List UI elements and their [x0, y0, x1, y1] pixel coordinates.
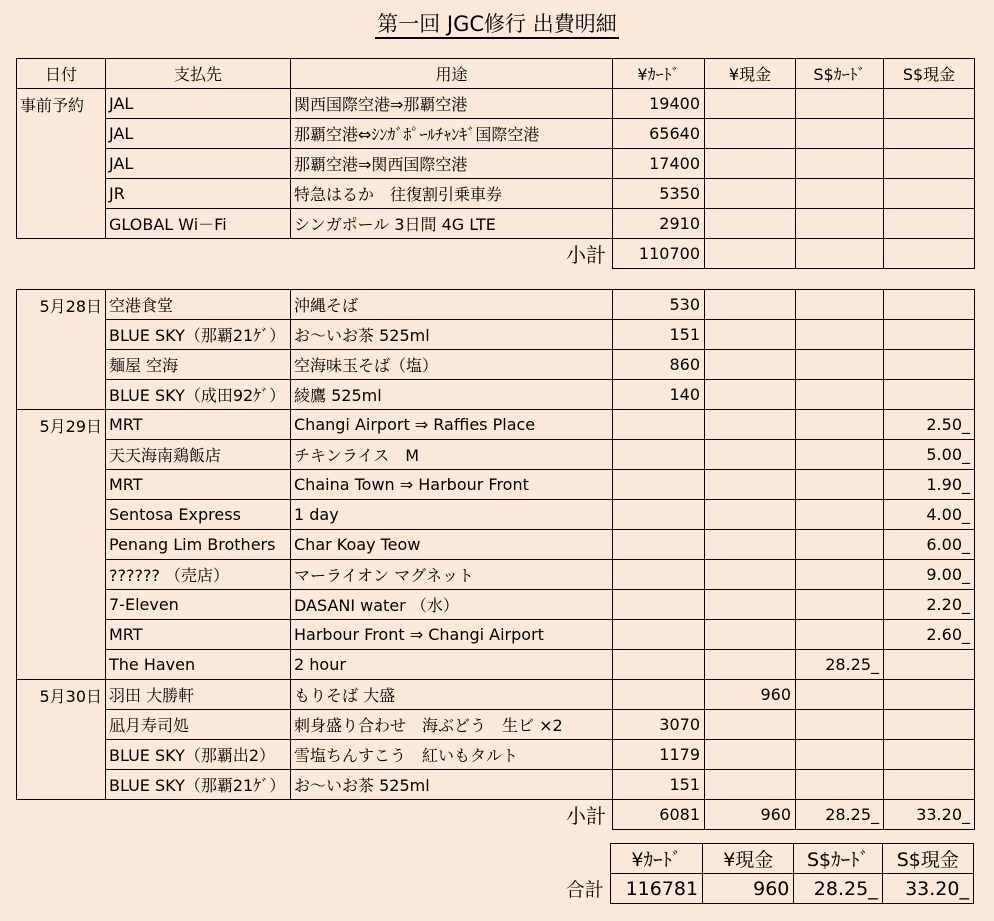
sgd-card-cell: [796, 620, 884, 650]
purpose-cell: Changi Airport ⇒ Raffies Place: [291, 410, 613, 440]
table-row: [17, 710, 975, 740]
expenses-table-1: [16, 58, 975, 269]
yen-card-cell: 65640: [613, 119, 705, 149]
yen-card-cell: [613, 620, 705, 650]
yen-cash-cell: [705, 320, 796, 350]
yen-cash-cell: [705, 179, 796, 209]
yen-card-cell: [613, 650, 705, 680]
date-cell: 5月30日: [17, 680, 106, 800]
column-header: ¥ｶｰﾄﾞ: [613, 59, 705, 89]
sgd-card-cell: [796, 179, 884, 209]
sgd-card-cell: [796, 209, 884, 239]
table-row: [17, 680, 975, 710]
sgd-cash-cell: 9.00_: [884, 560, 975, 590]
sgd-cash-cell: [884, 380, 975, 410]
sgd-cash-cell: 2.50_: [884, 410, 975, 440]
total-yen-card: 116781: [610, 874, 702, 904]
table-row: [17, 380, 975, 410]
table-row: [17, 440, 975, 470]
subtotal-yen-cash: 960: [705, 800, 796, 830]
purpose-cell: Harbour Front ⇒ Changi Airport: [291, 620, 613, 650]
yen-cash-cell: 960: [705, 680, 796, 710]
yen-card-cell: 151: [613, 320, 705, 350]
yen-card-cell: 1179: [613, 740, 705, 770]
sgd-card-cell: [796, 590, 884, 620]
column-header: 日付: [17, 59, 106, 89]
purpose-cell: 那覇空港⇔ｼﾝｶﾞﾎﾟｰﾙﾁｬﾝｷﾞ国際空港: [291, 119, 613, 149]
sgd-cash-cell: [884, 650, 975, 680]
yen-card-cell: 3070: [613, 710, 705, 740]
yen-cash-cell: [705, 410, 796, 440]
yen-card-cell: [613, 440, 705, 470]
sgd-card-cell: [796, 320, 884, 350]
payee-cell: BLUE SKY（那覇21ｹﾞ）: [106, 770, 291, 800]
yen-cash-cell: [705, 119, 796, 149]
yen-cash-cell: [705, 560, 796, 590]
table-row: [17, 179, 975, 209]
total-label: 合計: [565, 879, 604, 901]
sgd-cash-cell: 4.00_: [884, 500, 975, 530]
payee-cell: 凪月寿司処: [106, 710, 291, 740]
date-cell: 5月29日: [17, 410, 106, 680]
purpose-cell: マーライオン マグネット: [291, 560, 613, 590]
purpose-cell: 特急はるか 往復割引乗車券: [291, 179, 613, 209]
yen-cash-cell: [705, 380, 796, 410]
table-row: [17, 410, 975, 440]
sgd-card-cell: [796, 710, 884, 740]
payee-cell: BLUE SKY（那覇出2）: [106, 740, 291, 770]
purpose-cell: 綾鷹 525ml: [291, 380, 613, 410]
table-row: [17, 119, 975, 149]
sgd-card-cell: [796, 470, 884, 500]
purpose-cell: シンガポール 3日間 4G LTE: [291, 209, 613, 239]
total-column-header: S$ｶｰﾄﾞ: [794, 844, 882, 874]
sgd-card-cell: [796, 119, 884, 149]
table-row: [17, 320, 975, 350]
payee-cell: JAL: [106, 149, 291, 179]
table-row: [17, 560, 975, 590]
subtotal-yen-cash: [705, 239, 796, 269]
table-row: [17, 530, 975, 560]
sgd-card-cell: [796, 410, 884, 440]
yen-card-cell: [613, 530, 705, 560]
subtotal-row: [17, 800, 975, 830]
yen-card-cell: 530: [613, 290, 705, 320]
table-row: [17, 650, 975, 680]
sgd-card-cell: [796, 500, 884, 530]
purpose-cell: 関西国際空港⇒那覇空港: [291, 89, 613, 119]
yen-card-cell: 140: [613, 380, 705, 410]
payee-cell: The Haven: [106, 650, 291, 680]
subtotal-yen-card: 110700: [613, 239, 705, 269]
sgd-cash-cell: [884, 350, 975, 380]
sgd-card-cell: [796, 530, 884, 560]
grand-total-table: [518, 843, 974, 904]
table-row: [17, 290, 975, 320]
payee-cell: JR: [106, 179, 291, 209]
sgd-card-cell: 28.25_: [796, 650, 884, 680]
sgd-cash-cell: 1.90_: [884, 470, 975, 500]
yen-card-cell: 19400: [613, 89, 705, 119]
sgd-card-cell: [796, 89, 884, 119]
date-cell: 5月28日: [17, 290, 106, 410]
column-header: 用途: [291, 59, 613, 89]
sgd-card-cell: [796, 380, 884, 410]
subtotal-label: 小計: [566, 243, 606, 268]
purpose-cell: お～いお茶 525ml: [291, 770, 613, 800]
table-row: [17, 350, 975, 380]
sgd-card-cell: [796, 770, 884, 800]
column-header: 支払先: [106, 59, 291, 89]
yen-card-cell: 5350: [613, 179, 705, 209]
payee-cell: JAL: [106, 119, 291, 149]
purpose-cell: Char Koay Teow: [291, 530, 613, 560]
subtotal-sgd-cash: [884, 239, 975, 269]
yen-card-cell: [613, 410, 705, 440]
total-sgd-card: 28.25_: [794, 874, 882, 904]
column-header: S$ｶｰﾄﾞ: [796, 59, 884, 89]
yen-cash-cell: [705, 350, 796, 380]
sgd-card-cell: [796, 740, 884, 770]
purpose-cell: 刺身盛り合わせ 海ぶどう 生ビ ×2: [291, 710, 613, 740]
sgd-card-cell: [796, 440, 884, 470]
purpose-cell: Chaina Town ⇒ Harbour Front: [291, 470, 613, 500]
sgd-cash-cell: [884, 680, 975, 710]
payee-cell: ?????? （売店）: [106, 560, 291, 590]
subtotal-sgd-card: 28.25_: [796, 800, 884, 830]
header-row: [17, 59, 975, 89]
payee-cell: MRT: [106, 470, 291, 500]
yen-cash-cell: [705, 530, 796, 560]
yen-card-cell: 17400: [613, 149, 705, 179]
sgd-cash-cell: [884, 290, 975, 320]
payee-cell: BLUE SKY（成田92ｹﾞ）: [106, 380, 291, 410]
subtotal-sgd-cash: 33.20_: [884, 800, 975, 830]
sgd-cash-cell: 2.20_: [884, 590, 975, 620]
yen-cash-cell: [705, 149, 796, 179]
yen-card-cell: 151: [613, 770, 705, 800]
table-row: [17, 470, 975, 500]
sgd-cash-cell: 6.00_: [884, 530, 975, 560]
sgd-cash-cell: 5.00_: [884, 440, 975, 470]
sgd-card-cell: [796, 149, 884, 179]
sheet-title: 第一回 JGC修行 出費明細: [0, 8, 994, 38]
sgd-card-cell: [796, 350, 884, 380]
payee-cell: 天天海南鶏飯店: [106, 440, 291, 470]
subtotal-label: 小計: [566, 804, 606, 829]
payee-cell: 空港食堂: [106, 290, 291, 320]
table-row: [17, 209, 975, 239]
sgd-cash-cell: [884, 740, 975, 770]
payee-cell: 麺屋 空海: [106, 350, 291, 380]
payee-cell: BLUE SKY（那覇21ｹﾞ）: [106, 320, 291, 350]
yen-card-cell: 860: [613, 350, 705, 380]
purpose-cell: 1 day: [291, 500, 613, 530]
sgd-cash-cell: [884, 770, 975, 800]
payee-cell: MRT: [106, 620, 291, 650]
total-sgd-cash: 33.20_: [882, 874, 973, 904]
sgd-cash-cell: [884, 320, 975, 350]
table-row: [17, 770, 975, 800]
column-header: ¥現金: [705, 59, 796, 89]
payee-cell: JAL: [106, 89, 291, 119]
yen-card-cell: [613, 560, 705, 590]
payee-cell: GLOBAL Wi－Fi: [106, 209, 291, 239]
sgd-card-cell: [796, 680, 884, 710]
purpose-cell: もりそば 大盛: [291, 680, 613, 710]
yen-cash-cell: [705, 500, 796, 530]
sgd-card-cell: [796, 560, 884, 590]
yen-card-cell: [613, 680, 705, 710]
table-row: [17, 149, 975, 179]
payee-cell: 7-Eleven: [106, 590, 291, 620]
yen-cash-cell: [705, 209, 796, 239]
purpose-cell: 沖縄そば: [291, 290, 613, 320]
yen-cash-cell: [705, 770, 796, 800]
payee-cell: Sentosa Express: [106, 500, 291, 530]
payee-cell: MRT: [106, 410, 291, 440]
total-yen-cash: 960: [703, 874, 794, 904]
total-row: [518, 874, 974, 904]
yen-card-cell: [613, 590, 705, 620]
sgd-cash-cell: 2.60_: [884, 620, 975, 650]
sgd-cash-cell: [884, 710, 975, 740]
purpose-cell: 2 hour: [291, 650, 613, 680]
yen-cash-cell: [705, 440, 796, 470]
total-column-header: ¥ｶｰﾄﾞ: [610, 844, 702, 874]
sgd-card-cell: [796, 290, 884, 320]
payee-cell: 羽田 大勝軒: [106, 680, 291, 710]
column-header: S$現金: [884, 59, 975, 89]
table-row: [17, 740, 975, 770]
yen-card-cell: [613, 500, 705, 530]
purpose-cell: 雪塩ちんすこう 紅いもタルト: [291, 740, 613, 770]
purpose-cell: チキンライス M: [291, 440, 613, 470]
yen-cash-cell: [705, 740, 796, 770]
purpose-cell: お～いお茶 525ml: [291, 320, 613, 350]
sgd-cash-cell: [884, 209, 975, 239]
purpose-cell: DASANI water （水）: [291, 590, 613, 620]
sgd-cash-cell: [884, 89, 975, 119]
table-row: [17, 500, 975, 530]
yen-cash-cell: [705, 470, 796, 500]
yen-card-cell: [613, 470, 705, 500]
yen-cash-cell: [705, 590, 796, 620]
total-header-row: [518, 844, 974, 874]
total-column-header: ¥現金: [703, 844, 794, 874]
purpose-cell: 那覇空港⇒関西国際空港: [291, 149, 613, 179]
table-row: [17, 590, 975, 620]
total-column-header: S$現金: [882, 844, 973, 874]
date-cell: 事前予約: [17, 89, 106, 239]
yen-cash-cell: [705, 290, 796, 320]
subtotal-sgd-card: [796, 239, 884, 269]
expenses-table-2: [16, 289, 975, 830]
yen-cash-cell: [705, 710, 796, 740]
sgd-cash-cell: [884, 179, 975, 209]
subtotal-yen-card: 6081: [613, 800, 705, 830]
yen-card-cell: 2910: [613, 209, 705, 239]
yen-cash-cell: [705, 620, 796, 650]
purpose-cell: 空海味玉そば（塩）: [291, 350, 613, 380]
table-row: [17, 620, 975, 650]
blank-cell: [518, 844, 610, 874]
yen-cash-cell: [705, 89, 796, 119]
payee-cell: Penang Lim Brothers: [106, 530, 291, 560]
subtotal-row: [17, 239, 975, 269]
table-row: [17, 89, 975, 119]
yen-cash-cell: [705, 650, 796, 680]
sgd-cash-cell: [884, 149, 975, 179]
sgd-cash-cell: [884, 119, 975, 149]
